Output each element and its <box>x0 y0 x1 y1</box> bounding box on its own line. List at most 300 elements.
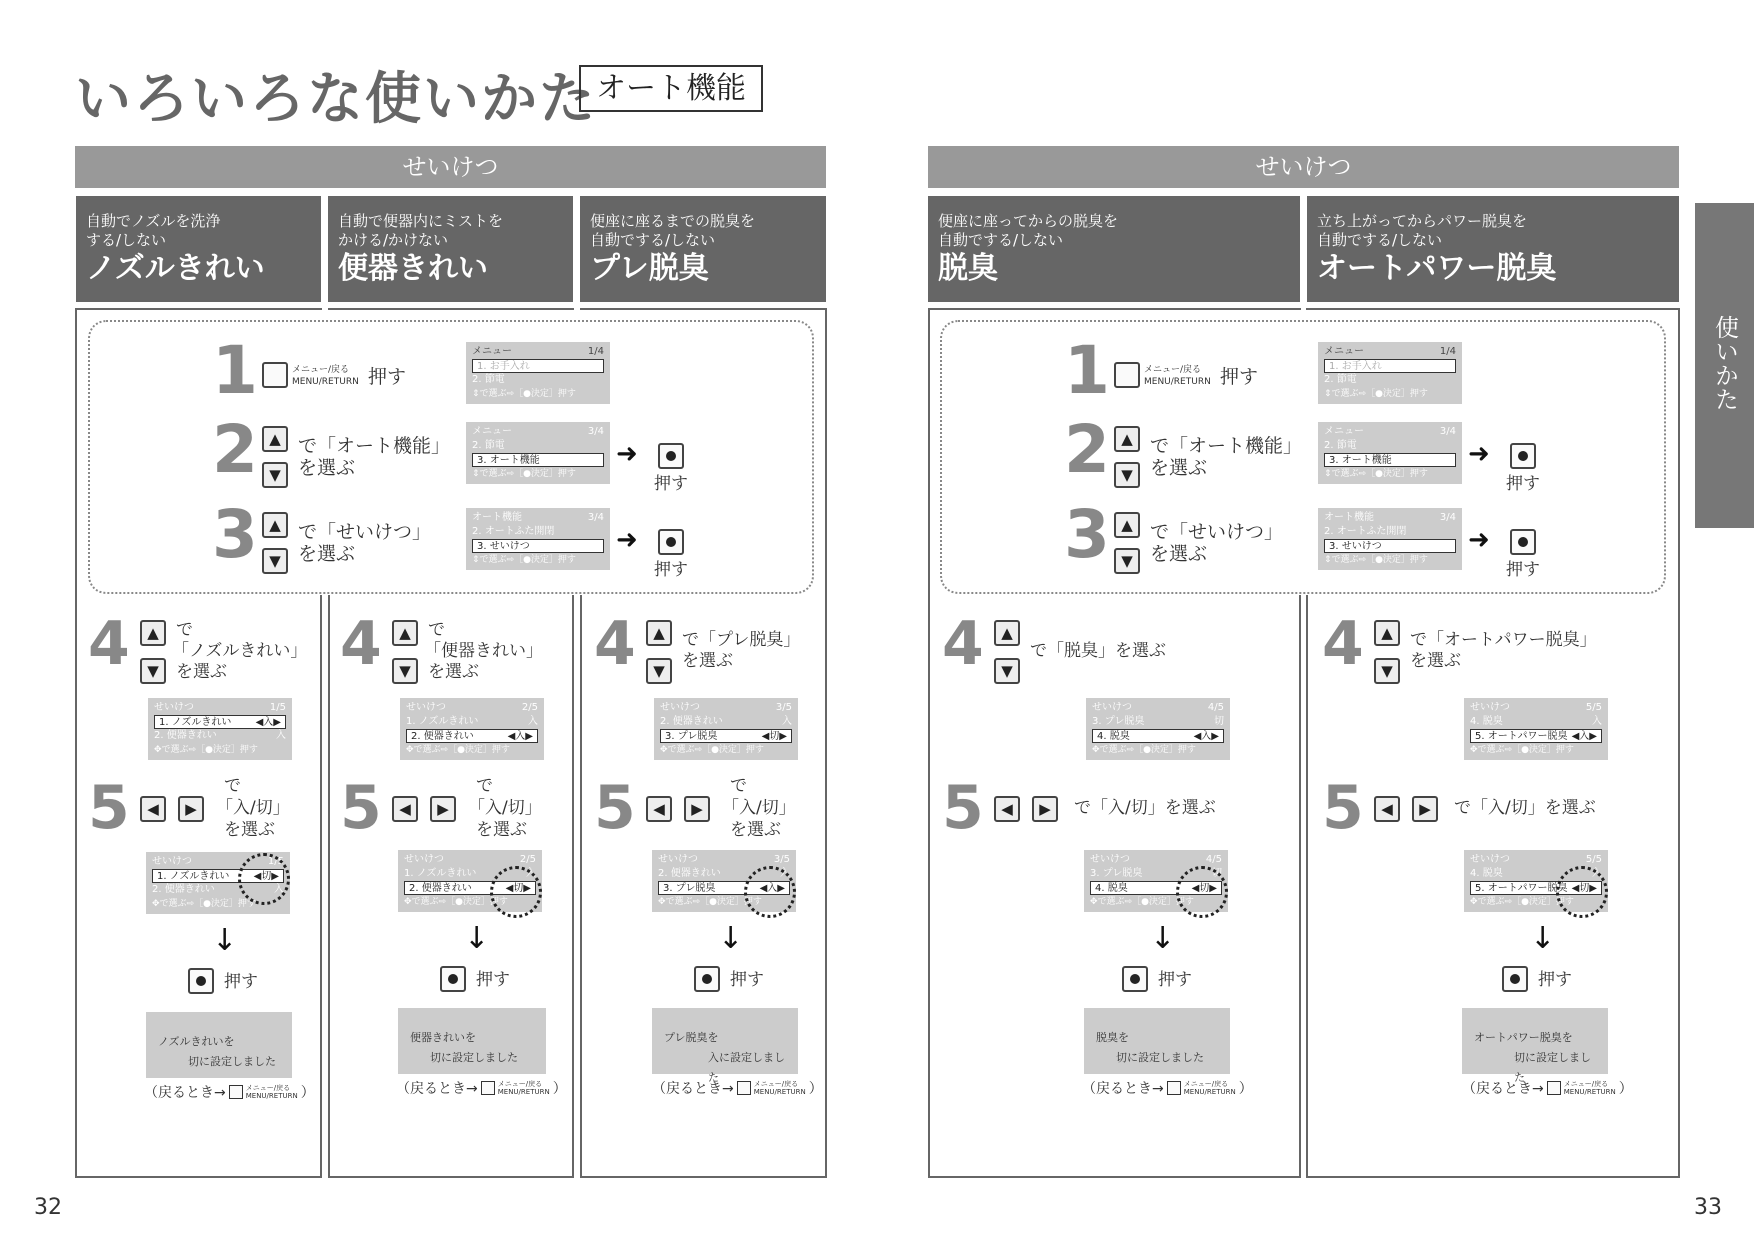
step-text: 押す <box>1538 970 1572 990</box>
step-text: 「ノズルきれい」 <box>172 641 308 661</box>
down-button[interactable]: ▼ <box>140 658 166 684</box>
feature-header <box>328 196 573 302</box>
screen-value: ◀切▶ <box>1191 883 1217 894</box>
screen-hint: ✥で選ぶ⇨［●決定］押す <box>1090 897 1194 907</box>
step-number: 5 <box>942 773 984 843</box>
menu-label-jp: メニュー/戻る <box>245 1084 291 1092</box>
step-text: で「オートパワー脱臭」 <box>1410 630 1597 650</box>
right-button[interactable]: ▶ <box>684 796 710 822</box>
confirm-line: 便器きれいを <box>410 1031 476 1044</box>
step-text: で <box>476 776 493 796</box>
step-text: 押す <box>476 970 510 990</box>
dot-icon <box>666 451 676 461</box>
feature-desc: する/しない <box>86 231 167 249</box>
side-tab-label: 使いかた <box>1710 315 1739 411</box>
feature-header <box>76 196 321 302</box>
feature-name: ノズルきれい <box>86 251 265 286</box>
screen-head: せいけつ <box>658 854 698 865</box>
screen-page: 3/5 <box>773 854 790 865</box>
screen-row: 2. 節電 <box>472 374 505 385</box>
up-button[interactable]: ▲ <box>262 512 288 538</box>
step-number: 5 <box>1322 773 1364 843</box>
arrow-down-icon: ↓ <box>212 923 238 958</box>
back-text: （戻るとき→ <box>1082 1081 1164 1097</box>
screen-row: 2. 便器きれい <box>154 730 217 741</box>
screen-hint: ✥で選ぶ⇨［●決定］押す <box>1470 897 1574 907</box>
confirm-screen <box>652 1008 798 1084</box>
menu-label-jp: メニュー/戻る <box>497 1080 543 1088</box>
enter-button[interactable] <box>440 966 466 992</box>
screen-hint: ⇕で選ぶ⇨［●決定］押す <box>472 555 576 565</box>
feature-desc: 立ち上がってからパワー脱臭を <box>1317 212 1528 230</box>
screen-row: 2. 便器きれい <box>152 884 215 895</box>
step-text: で <box>428 620 445 640</box>
menu-button-icon <box>737 1081 751 1095</box>
dot-icon <box>702 974 712 984</box>
menu-label <box>246 1084 298 1100</box>
step-text: を選ぶ <box>224 820 275 840</box>
screen-row: 3. オート機能 <box>477 455 540 466</box>
feature-name: 脱臭 <box>938 251 998 286</box>
screen-value: 切 <box>1212 868 1222 879</box>
feature-name: 便器きれい <box>338 251 488 286</box>
down-button[interactable]: ▼ <box>262 548 288 574</box>
highlight-circle <box>744 866 796 918</box>
dot-icon <box>196 976 206 986</box>
feature-header <box>928 196 1300 302</box>
right-button[interactable]: ▶ <box>430 796 456 822</box>
menu-label <box>754 1080 806 1096</box>
right-button[interactable]: ▶ <box>178 796 204 822</box>
screen-value: ◀入▶ <box>255 717 281 728</box>
screen-row: 2. 便器きれい <box>660 716 723 727</box>
screen-row: 1. ノズルきれい <box>406 716 479 727</box>
screen-head: メニュー <box>1324 426 1364 437</box>
step-number: 4 <box>88 609 130 679</box>
step-number: 5 <box>340 773 382 843</box>
step-text: で「オート機能」 <box>298 435 451 457</box>
dot-icon <box>1518 537 1528 547</box>
screen-head: せいけつ <box>152 856 192 867</box>
screen-page: 4/5 <box>1205 854 1222 865</box>
screen-page: 3/5 <box>775 702 792 713</box>
highlight-circle <box>1176 866 1228 918</box>
menu-label-jp: メニュー/戻る <box>1183 1080 1229 1088</box>
down-button[interactable]: ▼ <box>1114 548 1140 574</box>
up-button[interactable]: ▲ <box>1114 426 1140 452</box>
step-text: 「入/切」 <box>216 798 290 818</box>
screen-value: ◀入▶ <box>759 883 785 894</box>
left-button[interactable]: ◀ <box>1374 796 1400 822</box>
screen-row: 2. 節電 <box>472 440 505 451</box>
screen-head: せいけつ <box>406 702 446 713</box>
screen-row: 1. お手入れ <box>477 361 530 372</box>
page-title: いろいろな使いかた <box>75 67 597 132</box>
screen-page: 3/4 <box>587 512 604 523</box>
back-text: （戻るとき→ <box>144 1085 226 1101</box>
screen-page: 1/5 <box>269 702 286 713</box>
screen-page: 3/4 <box>587 426 604 437</box>
screen-row: 2. 便器きれい <box>409 883 472 894</box>
confirm-screen <box>1084 1008 1230 1074</box>
screen-value: 入 <box>780 868 790 879</box>
menu-label-en: MENU/RETURN <box>245 1092 298 1100</box>
display-screen <box>466 422 610 484</box>
back-note <box>396 1078 567 1098</box>
dot-icon <box>666 537 676 547</box>
confirm-screen <box>1462 1008 1608 1084</box>
confirm-line: 切に設定しました <box>1514 1051 1591 1084</box>
screen-hint: ✥で選ぶ⇨［●決定］押す <box>152 899 256 909</box>
step-text: 「入/切」 <box>722 798 796 818</box>
feature-desc: 自動でする/しない <box>938 231 1064 249</box>
screen-row: 4. 脱臭 <box>1095 883 1128 894</box>
feature-desc: 便座に座るまでの脱臭を <box>590 212 756 230</box>
screen-page: 1/4 <box>587 346 604 357</box>
screen-head: せいけつ <box>1470 854 1510 865</box>
screen-row: 3. せいけつ <box>1329 541 1382 552</box>
step-text: で <box>176 620 193 640</box>
step-text: 押す <box>1506 474 1540 494</box>
side-tab <box>1695 203 1754 528</box>
screen-value: ◀入▶ <box>1571 731 1597 742</box>
screen-head: メニュー <box>1324 346 1364 357</box>
display-screen <box>1318 342 1462 404</box>
step-text: 押す <box>224 972 258 992</box>
screen-value: 入 <box>1592 716 1602 727</box>
enter-button[interactable] <box>1122 966 1148 992</box>
left-button[interactable]: ◀ <box>994 796 1020 822</box>
screen-page: 5/5 <box>1585 854 1602 865</box>
display-screen <box>466 508 610 570</box>
menu-label <box>1184 1080 1236 1096</box>
menu-button-icon <box>1547 1081 1561 1095</box>
screen-value: 入 <box>782 716 792 727</box>
screen-row: 5. オートパワー脱臭 <box>1475 883 1568 894</box>
display-screen <box>400 698 544 760</box>
screen-page: 2/5 <box>521 702 538 713</box>
screen-page: 4/5 <box>1207 702 1224 713</box>
section-header-right: せいけつ <box>928 146 1679 188</box>
enter-button[interactable] <box>658 529 684 555</box>
confirm-line: 入に設定しました <box>708 1051 785 1084</box>
screen-row: 3. オート機能 <box>1329 455 1392 466</box>
down-button[interactable]: ▼ <box>994 658 1020 684</box>
screen-row: 2. 便器きれい <box>658 868 721 879</box>
confirm-screen <box>398 1008 546 1074</box>
display-screen <box>1318 508 1462 570</box>
step-number: 5 <box>88 773 130 843</box>
screen-hint: ✥で選ぶ⇨［●決定］押す <box>1092 745 1196 755</box>
screen-head: オート機能 <box>472 512 522 523</box>
back-text: （戻るとき→ <box>652 1081 734 1097</box>
step-number: 4 <box>594 609 636 679</box>
screen-hint: ✥で選ぶ⇨［●決定］押す <box>404 897 508 907</box>
arrow-down-icon: ↓ <box>1150 921 1176 956</box>
step-number: 3 <box>212 496 258 573</box>
menu-label-en: MENU/RETURN <box>1144 377 1211 387</box>
enter-button[interactable] <box>1502 966 1528 992</box>
up-button[interactable]: ▲ <box>392 620 418 646</box>
screen-value: 入 <box>1592 868 1602 879</box>
step-number: 2 <box>212 411 258 488</box>
dot-icon <box>1130 974 1140 984</box>
menu-button[interactable] <box>262 362 288 388</box>
screen-hint: ✥で選ぶ⇨［●決定］押す <box>154 745 258 755</box>
left-button[interactable]: ◀ <box>392 796 418 822</box>
step-number: 4 <box>942 609 984 679</box>
step-text: 押す <box>654 474 688 494</box>
feature-desc: 自動で便器内にミストを <box>338 212 504 230</box>
display-screen <box>654 698 798 760</box>
screen-head: メニュー <box>472 346 512 357</box>
screen-hint: ⇕で選ぶ⇨［●決定］押す <box>1324 469 1428 479</box>
right-button[interactable]: ▶ <box>1412 796 1438 822</box>
highlight-circle <box>490 866 542 918</box>
feature-desc: 自動でする/しない <box>590 231 716 249</box>
enter-button[interactable] <box>1510 443 1536 469</box>
step-number: 3 <box>1064 496 1110 573</box>
down-button[interactable]: ▼ <box>1374 658 1400 684</box>
screen-row: 3. プレ脱臭 <box>1090 868 1143 879</box>
display-screen <box>466 342 610 404</box>
screen-page: 1/4 <box>1439 346 1456 357</box>
menu-label-en: MENU/RETURN <box>1563 1088 1616 1096</box>
step-text: を選ぶ <box>1150 543 1208 565</box>
feature-desc: 自動でノズルを洗浄 <box>86 212 221 230</box>
screen-head: せいけつ <box>1092 702 1132 713</box>
enter-button[interactable] <box>658 443 684 469</box>
feature-header <box>580 196 826 302</box>
screen-value: 切 <box>1214 716 1224 727</box>
screen-head: オート機能 <box>1324 512 1374 523</box>
screen-value: 入 <box>276 730 286 741</box>
highlight-circle <box>238 853 290 905</box>
step-text: を選ぶ <box>298 457 356 479</box>
screen-hint: ✥で選ぶ⇨［●決定］押す <box>406 745 510 755</box>
step-text: で「せいけつ」 <box>298 521 432 543</box>
menu-label: メニュー/戻る <box>292 365 350 375</box>
step-text: 押す <box>730 970 764 990</box>
screen-row: 5. オートパワー脱臭 <box>1475 731 1568 742</box>
screen-value: 入 <box>274 884 284 895</box>
screen-hint: ✥で選ぶ⇨［●決定］押す <box>660 745 764 755</box>
back-note <box>652 1078 823 1098</box>
screen-row: 2. 便器きれい <box>411 731 474 742</box>
screen-row: 3. プレ脱臭 <box>1092 716 1145 727</box>
back-note <box>1462 1078 1633 1098</box>
step-text: で「入/切」を選ぶ <box>1454 798 1596 818</box>
feature-desc: 自動でする/しない <box>1317 231 1443 249</box>
screen-hint: ✥で選ぶ⇨［●決定］押す <box>658 897 762 907</box>
screen-value: ◀切▶ <box>1571 883 1597 894</box>
menu-label-jp: メニュー/戻る <box>753 1080 799 1088</box>
screen-hint: ⇕で選ぶ⇨［●決定］押す <box>472 389 576 399</box>
step-text: で <box>730 776 747 796</box>
confirm-line: 切に設定しました <box>188 1055 276 1068</box>
arrow-down-icon: ↓ <box>464 921 490 956</box>
step-number: 4 <box>1322 609 1364 679</box>
menu-button[interactable] <box>1114 362 1140 388</box>
left-button[interactable]: ◀ <box>646 796 672 822</box>
confirm-line: プレ脱臭を <box>664 1031 719 1044</box>
menu-label-jp: メニュー/戻る <box>1563 1080 1609 1088</box>
dot-icon <box>1510 974 1520 984</box>
step-number: 2 <box>1064 411 1110 488</box>
screen-row: 3. せいけつ <box>477 541 530 552</box>
step-text: を選ぶ <box>176 662 227 682</box>
step-text: 押す <box>1220 366 1259 388</box>
screen-row: 4. 脱臭 <box>1097 731 1130 742</box>
common-steps-box <box>940 320 1666 594</box>
feature-desc: かける/かけない <box>338 231 449 249</box>
left-button[interactable]: ◀ <box>140 796 166 822</box>
screen-hint: ⇕で選ぶ⇨［●決定］押す <box>1324 555 1428 565</box>
step-text: で <box>224 776 241 796</box>
page-number-right: 33 <box>1694 1195 1722 1220</box>
arrow-right-icon: ➜ <box>1468 525 1490 555</box>
arrow-right-icon: ➜ <box>616 525 638 555</box>
menu-label: メニュー/戻る <box>1144 365 1202 375</box>
step-text: で「脱臭」を選ぶ <box>1030 641 1166 661</box>
display-screen <box>148 698 292 760</box>
confirm-screen <box>146 1012 292 1078</box>
screen-value: 入 <box>526 868 536 879</box>
step-text: 押す <box>654 560 688 580</box>
page-number-left: 32 <box>34 1195 62 1220</box>
screen-value: ◀切▶ <box>505 883 531 894</box>
common-steps-box <box>88 320 814 594</box>
arrow-down-icon: ↓ <box>718 921 744 956</box>
screen-row: 1. お手入れ <box>1329 361 1382 372</box>
menu-label-en: MENU/RETURN <box>1183 1088 1236 1096</box>
display-screen <box>1464 698 1608 760</box>
step-text: を選ぶ <box>298 543 356 565</box>
down-button[interactable]: ▼ <box>262 462 288 488</box>
back-text: （戻るとき→ <box>1462 1081 1544 1097</box>
screen-row: 4. 脱臭 <box>1470 716 1503 727</box>
screen-head: メニュー <box>472 426 512 437</box>
feature-name: プレ脱臭 <box>590 251 709 286</box>
feature-header <box>1307 196 1679 302</box>
screen-row: 3. プレ脱臭 <box>663 883 716 894</box>
confirm-line: ノズルきれいを <box>158 1035 235 1048</box>
up-button[interactable]: ▲ <box>646 620 672 646</box>
screen-hint: ⇕で選ぶ⇨［●決定］押す <box>1324 389 1428 399</box>
arrow-right-icon: ➜ <box>616 439 638 469</box>
screen-page: 5/5 <box>1585 702 1602 713</box>
menu-button-icon <box>481 1081 495 1095</box>
up-button[interactable]: ▲ <box>1114 512 1140 538</box>
screen-page: 2/5 <box>519 854 536 865</box>
feature-name: オートパワー脱臭 <box>1317 251 1557 286</box>
confirm-line: 脱臭を <box>1096 1031 1129 1044</box>
step-text: 押す <box>1158 970 1192 990</box>
screen-value: ◀切▶ <box>761 731 787 742</box>
back-text: （戻るとき→ <box>396 1081 478 1097</box>
screen-row: 2. オートふた開閉 <box>1324 526 1407 537</box>
down-button[interactable]: ▼ <box>646 658 672 684</box>
enter-button[interactable] <box>1510 529 1536 555</box>
confirm-line: 切に設定しました <box>1116 1051 1204 1064</box>
menu-label-en: MENU/RETURN <box>497 1088 550 1096</box>
back-text: ） <box>808 1081 823 1097</box>
step-text: を選ぶ <box>1410 651 1461 671</box>
title-badge: オート機能 <box>579 65 763 112</box>
confirm-line: オートパワー脱臭を <box>1474 1031 1573 1044</box>
feature-desc: 便座に座ってからの脱臭を <box>938 212 1119 230</box>
up-button[interactable]: ▲ <box>994 620 1020 646</box>
enter-button[interactable] <box>694 966 720 992</box>
back-note <box>144 1082 315 1102</box>
screen-head: せいけつ <box>1090 854 1130 865</box>
back-note <box>1082 1078 1253 1098</box>
back-text: ） <box>300 1085 315 1101</box>
back-text: ） <box>1618 1081 1633 1097</box>
step-number: 5 <box>594 773 636 843</box>
step-text: を選ぶ <box>682 651 733 671</box>
step-text: で「オート機能」 <box>1150 435 1303 457</box>
screen-row: 2. 節電 <box>1324 440 1357 451</box>
step-number: 1 <box>212 332 258 409</box>
screen-row: 3. プレ脱臭 <box>665 731 718 742</box>
step-text: で「入/切」を選ぶ <box>1074 798 1216 818</box>
up-button[interactable]: ▲ <box>1374 620 1400 646</box>
step-text: を選ぶ <box>476 820 527 840</box>
display-screen <box>1318 422 1462 484</box>
screen-row: 1. ノズルきれい <box>404 868 477 879</box>
step-text: 「入/切」 <box>468 798 542 818</box>
down-button[interactable]: ▼ <box>1114 462 1140 488</box>
screen-row: 4. 脱臭 <box>1470 868 1503 879</box>
enter-button[interactable] <box>188 968 214 994</box>
screen-value: 入 <box>528 716 538 727</box>
right-button[interactable]: ▶ <box>1032 796 1058 822</box>
screen-page: 3/4 <box>1439 426 1456 437</box>
display-screen <box>1086 698 1230 760</box>
screen-head: せいけつ <box>1470 702 1510 713</box>
dot-icon <box>448 974 458 984</box>
highlight-circle <box>1556 866 1608 918</box>
up-button[interactable]: ▲ <box>262 426 288 452</box>
step-number: 4 <box>340 609 382 679</box>
screen-value: ◀入▶ <box>507 731 533 742</box>
screen-head: せいけつ <box>404 854 444 865</box>
back-text: ） <box>1238 1081 1253 1097</box>
confirm-line: 切に設定しました <box>430 1051 518 1064</box>
down-button[interactable]: ▼ <box>392 658 418 684</box>
up-button[interactable]: ▲ <box>140 620 166 646</box>
step-text: 押す <box>1506 560 1540 580</box>
screen-hint: ⇕で選ぶ⇨［●決定］押す <box>472 469 576 479</box>
section-header-left: せいけつ <box>75 146 826 188</box>
screen-head: せいけつ <box>154 702 194 713</box>
step-text: を選ぶ <box>428 662 479 682</box>
menu-button-icon <box>229 1085 243 1099</box>
step-text: を選ぶ <box>1150 457 1208 479</box>
back-text: ） <box>552 1081 567 1097</box>
screen-page: 1/5 <box>267 856 284 867</box>
menu-label-en: MENU/RETURN <box>292 377 359 387</box>
arrow-right-icon: ➜ <box>1468 439 1490 469</box>
screen-value: ◀切▶ <box>253 871 279 882</box>
step-text: 「便器きれい」 <box>424 641 543 661</box>
menu-label <box>498 1080 550 1096</box>
screen-row: 1. ノズルきれい <box>159 717 232 728</box>
step-text: で「プレ脱臭」 <box>682 630 801 650</box>
screen-head: せいけつ <box>660 702 700 713</box>
menu-label-en: MENU/RETURN <box>753 1088 806 1096</box>
